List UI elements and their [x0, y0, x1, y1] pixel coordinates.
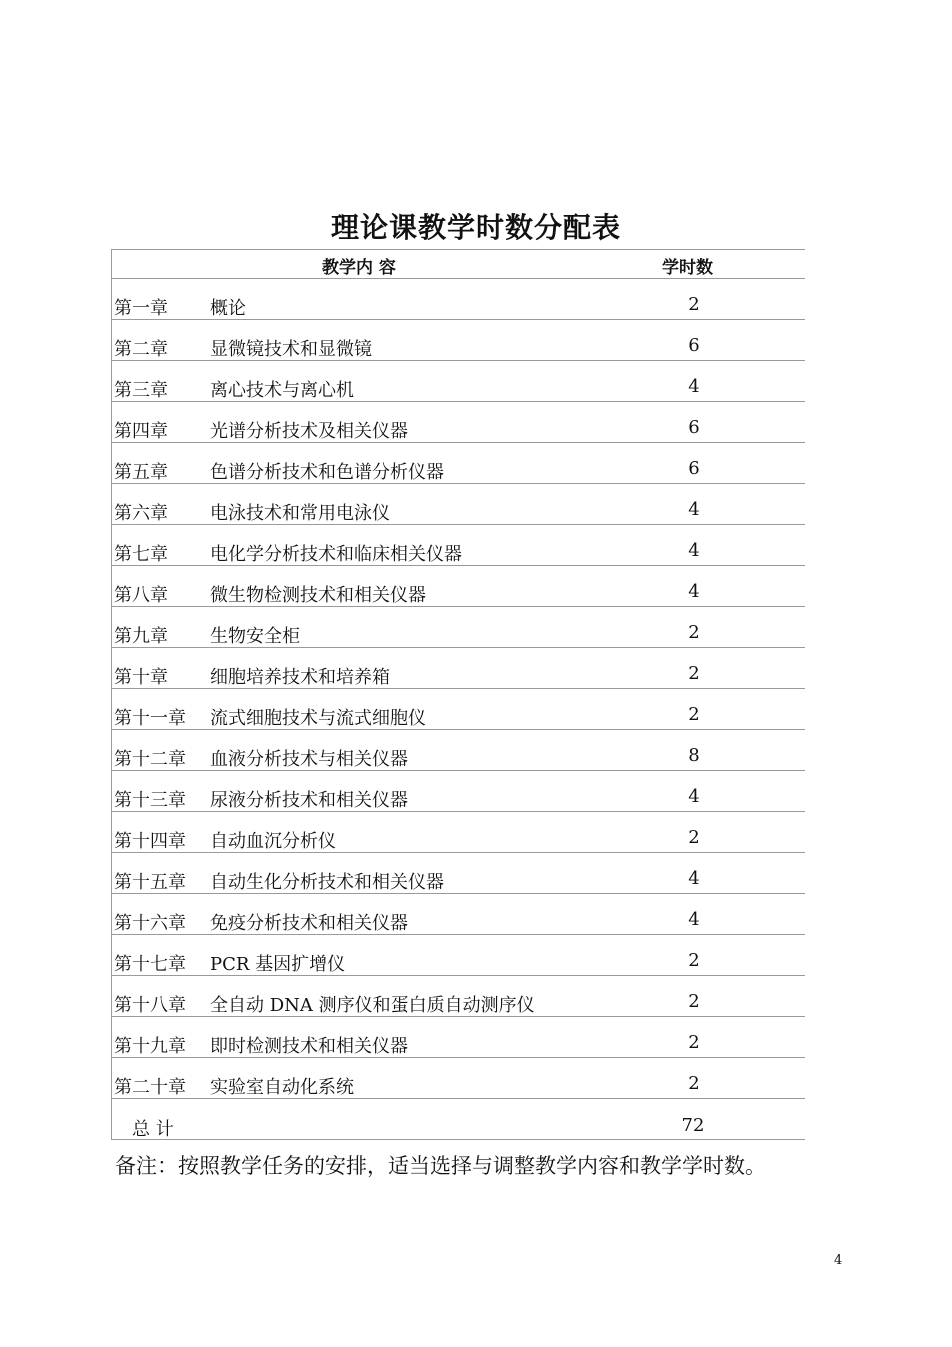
table-total-row — [112, 1099, 805, 1140]
chapter-hours: 6 — [688, 458, 700, 479]
chapter-content: 即时检测技术和相关仪器 — [210, 1036, 408, 1057]
hours-table — [111, 249, 805, 1140]
chapter-hours: 2 — [688, 991, 700, 1012]
chapter-content: 全自动 DNA 测序仪和蛋白质自动测序仪 — [210, 995, 535, 1016]
chapter-hours: 4 — [688, 499, 700, 520]
table-row — [112, 894, 805, 935]
chapter-content: 微生物检测技术和相关仪器 — [210, 585, 426, 606]
table-row — [112, 976, 805, 1017]
chapter-hours: 2 — [688, 827, 700, 848]
table-row — [112, 443, 805, 484]
table-row — [112, 812, 805, 853]
chapter-content: 显微镜技术和显微镜 — [210, 339, 372, 360]
chapter-label: 第三章 — [114, 380, 168, 401]
chapter-label: 第十九章 — [114, 1036, 186, 1057]
chapter-content: 电泳技术和常用电泳仪 — [210, 503, 390, 524]
chapter-hours: 8 — [688, 745, 700, 766]
chapter-hours: 2 — [688, 294, 700, 315]
chapter-label: 第十二章 — [114, 749, 186, 770]
table-row — [112, 361, 805, 402]
chapter-hours: 4 — [688, 376, 700, 397]
chapter-content: 血液分析技术与相关仪器 — [210, 749, 408, 770]
page-title: 理论课教学时数分配表 — [330, 211, 621, 244]
chapter-content: 细胞培养技术和培养箱 — [210, 667, 390, 688]
chapter-hours: 6 — [688, 335, 700, 356]
chapter-label: 第一章 — [114, 298, 168, 319]
total-label: 总 计 — [132, 1119, 174, 1140]
chapter-hours: 2 — [688, 622, 700, 643]
total-hours: 72 — [681, 1115, 705, 1136]
chapter-label: 第四章 — [114, 421, 168, 442]
chapter-label: 第十五章 — [114, 872, 186, 893]
chapter-label: 第五章 — [114, 462, 168, 483]
chapter-label: 第十三章 — [114, 790, 186, 811]
chapter-content: 离心技术与离心机 — [210, 380, 354, 401]
chapter-content: 色谱分析技术和色谱分析仪器 — [210, 462, 444, 483]
chapter-content: 免疫分析技术和相关仪器 — [210, 913, 408, 934]
header-hours: 学时数 — [662, 258, 713, 278]
chapter-hours: 2 — [688, 1073, 700, 1094]
chapter-content: 光谱分析技术及相关仪器 — [210, 421, 408, 442]
chapter-label: 第二章 — [114, 339, 168, 360]
table-header — [112, 250, 805, 279]
chapter-hours: 2 — [688, 1032, 700, 1053]
chapter-content: 概论 — [210, 298, 246, 319]
chapter-content: 流式细胞技术与流式细胞仪 — [210, 708, 426, 729]
table-row — [112, 566, 805, 607]
chapter-label: 第十章 — [114, 667, 168, 688]
page-number: 4 — [834, 1253, 843, 1268]
chapter-label: 第九章 — [114, 626, 168, 647]
chapter-content: 尿液分析技术和相关仪器 — [210, 790, 408, 811]
chapter-label: 第十六章 — [114, 913, 186, 934]
chapter-content: 自动血沉分析仪 — [210, 831, 336, 852]
table-row — [112, 607, 805, 648]
table-row — [112, 935, 805, 976]
chapter-content: 自动生化分析技术和相关仪器 — [210, 872, 444, 893]
table-row — [112, 525, 805, 566]
table-row — [112, 402, 805, 443]
header-content: 教学内 容 — [322, 258, 396, 278]
chapter-hours: 4 — [688, 540, 700, 561]
chapter-content: PCR 基因扩增仪 — [210, 954, 346, 975]
chapter-label: 第十八章 — [114, 995, 186, 1016]
table-row — [112, 730, 805, 771]
chapter-label: 第六章 — [114, 503, 168, 524]
chapter-hours: 4 — [688, 868, 700, 889]
chapter-hours: 2 — [688, 663, 700, 684]
table-row — [112, 1058, 805, 1099]
table-row — [112, 484, 805, 525]
chapter-label: 第八章 — [114, 585, 168, 606]
table-row — [112, 1017, 805, 1058]
chapter-hours: 2 — [688, 704, 700, 725]
chapter-label: 第十七章 — [114, 954, 186, 975]
table-body — [112, 279, 805, 1099]
chapter-label: 第七章 — [114, 544, 168, 565]
table-row — [112, 771, 805, 812]
table-row — [112, 279, 805, 320]
chapter-hours: 4 — [688, 786, 700, 807]
chapter-label: 第二十章 — [114, 1077, 186, 1098]
chapter-hours: 2 — [688, 950, 700, 971]
table-row — [112, 853, 805, 894]
chapter-label: 第十四章 — [114, 831, 186, 852]
chapter-label: 第十一章 — [114, 708, 186, 729]
table-row — [112, 320, 805, 361]
chapter-hours: 6 — [688, 417, 700, 438]
chapter-content: 实验室自动化系统 — [210, 1077, 354, 1098]
footnote: 备注：按照教学任务的安排，适当选择与调整教学内容和教学学时数。 — [115, 1154, 766, 1178]
chapter-hours: 4 — [688, 581, 700, 602]
chapter-content: 电化学分析技术和临床相关仪器 — [210, 544, 462, 565]
table-row — [112, 648, 805, 689]
table-row — [112, 689, 805, 730]
chapter-hours: 4 — [688, 909, 700, 930]
chapter-content: 生物安全柜 — [210, 626, 300, 647]
